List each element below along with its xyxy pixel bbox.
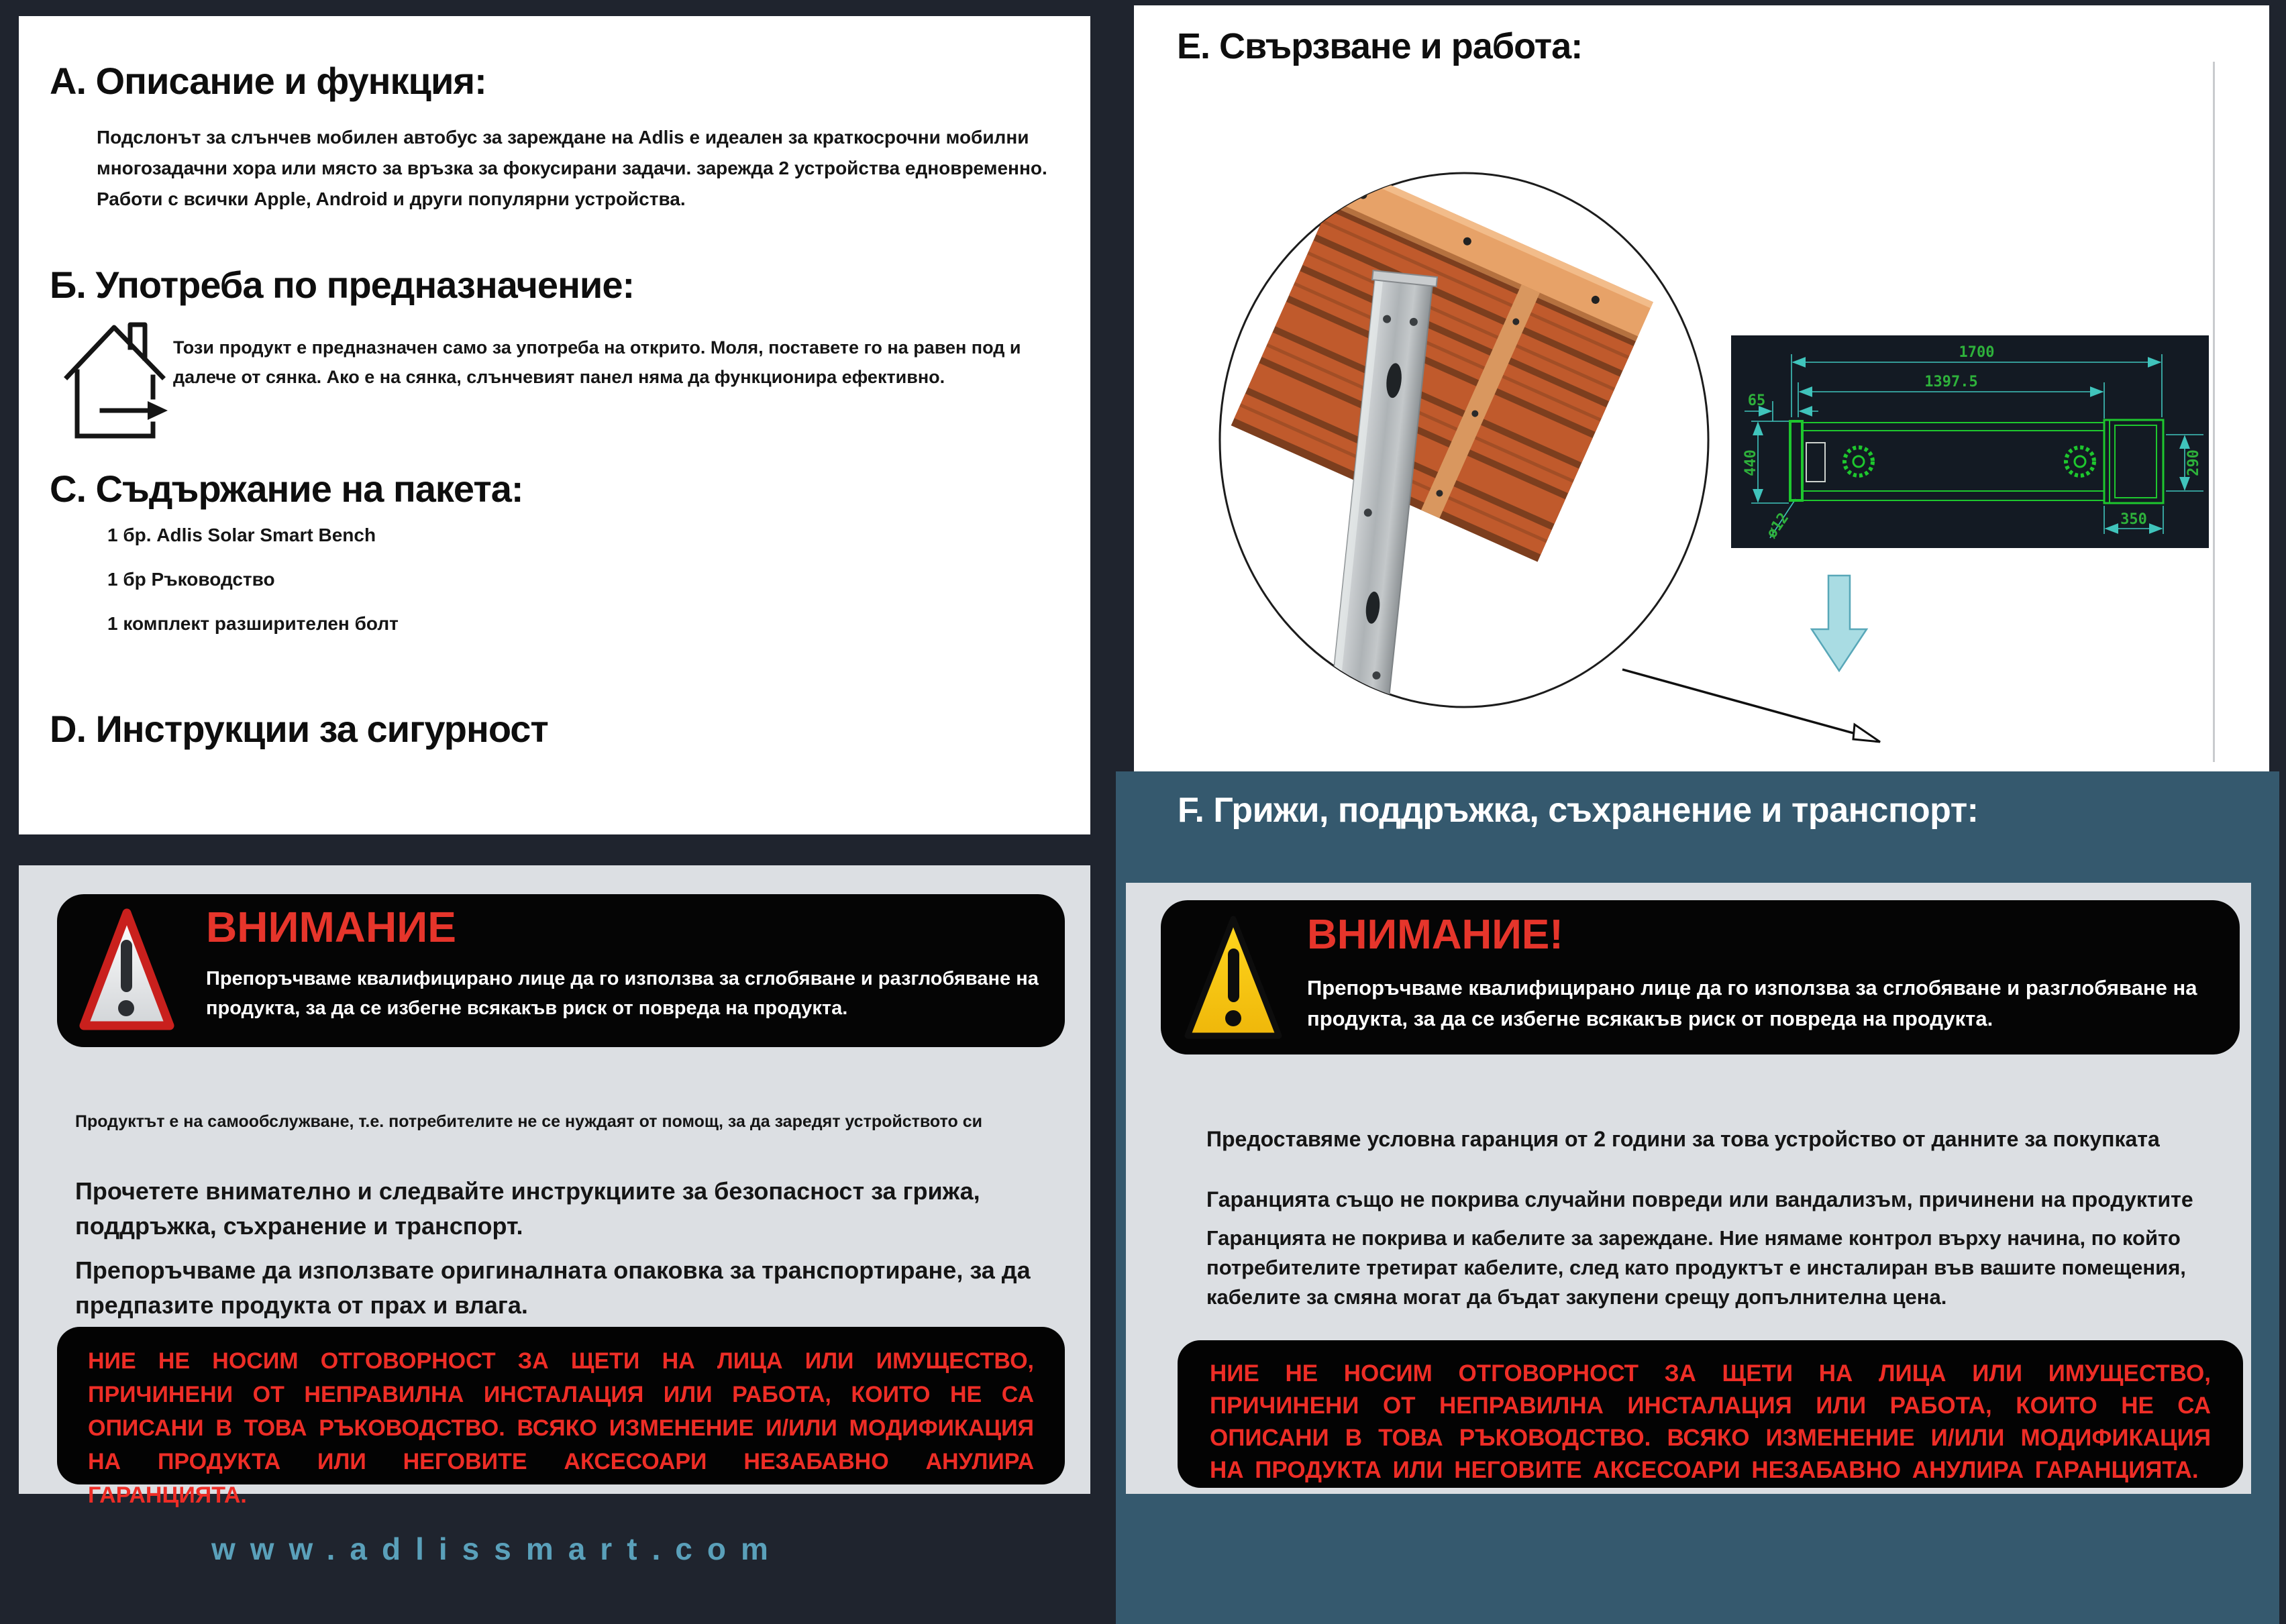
section-e-title: E. Свързване и работа: xyxy=(1177,26,1583,66)
package-item: 1 бр. Adlis Solar Smart Bench xyxy=(107,525,376,545)
selfservice-note: Продуктът е на самообслужване, т.е. потребителите не се нуждаят от помощ, за да заредят устройството си xyxy=(75,1112,982,1131)
cad-dim-440: 440 xyxy=(1743,449,1759,476)
cad-dim-290: 290 xyxy=(2185,449,2202,476)
website-url: www.adlissmart.com xyxy=(211,1531,783,1566)
callout-arrow-line-icon xyxy=(1610,663,1892,757)
left-white-panel xyxy=(19,16,1090,834)
warning-body-left: Препоръчваме квалифицирано лице да го използва за сглобяване и разглобяване на продукта, за да се избегне всякакъв риск от повреда на продукта. xyxy=(206,968,1039,1019)
section-b-body: Този продукт е предназначен само за употреба на открито. Моля, поставете го на равен под и далече от сянка. Ако е на сянка, слънчевият панел няма да функционира ефективно. xyxy=(173,337,1021,387)
arrow-head xyxy=(148,401,168,420)
section-b-title: Б. Употреба по предназначение: xyxy=(50,264,635,306)
liability-alert-box-left xyxy=(57,1327,1065,1508)
roof-line xyxy=(67,327,162,377)
house-outdoor-arrow-icon xyxy=(60,317,171,447)
red-warning-triangle-exclamation-icon xyxy=(76,902,178,1039)
cad-dim-1397: 1397.5 xyxy=(1924,374,1978,390)
yellow-warning-triangle-exclamation-icon xyxy=(1181,910,1286,1048)
warning-box-left xyxy=(57,894,1065,1047)
section-c-title: С. Съдържание на пакета: xyxy=(50,468,523,510)
cad-dim-hole: ø12 xyxy=(1763,510,1793,542)
cad-dim-1700: 1700 xyxy=(1959,344,1995,361)
right-gray-panel xyxy=(1126,883,2251,1494)
cyan-block-down-arrow-icon xyxy=(1810,574,1869,673)
warning-title-right: ВНИМАНИЕ! xyxy=(1307,912,1563,958)
page-edge-line xyxy=(2213,62,2215,762)
warning-title-left: ВНИМАНИЕ xyxy=(206,903,456,951)
care-para-1-left: Прочетете внимателно и следвайте инструкциите за безопасност за грижа, поддръжка, съхранение и транспорт. xyxy=(75,1177,980,1240)
right-white-panel xyxy=(1134,5,2269,773)
cad-drawing xyxy=(1731,335,2209,548)
warranty-para-2: Гаранцията също не покрива случайни повреди или вандализъм, причинени на продуктите xyxy=(1206,1187,2193,1211)
package-item: 1 бр Ръководство xyxy=(107,569,275,590)
liability-alert-text-left: НИЕ НЕ НОСИМ ОТГОВОРНОСТ ЗА ЩЕТИ НА ЛИЦА ИЛИ ИМУЩЕСТВО, ПРИЧИНЕНИ ОТ НЕПРАВИЛНА ИНСТАЛАЦИЯ ИЛИ РАБОТА, КОИТО НЕ СА ОПИСАНИ В ТОВА РЪКОВОДСТВО. ВСЯКО ИЗМЕНЕНИЕ И/ИЛИ МОДИФИКАЦИЯ НА ПРОДУКТА ИЛИ НЕГОВИТЕ АКСЕСОАРИ НЕЗАБАВНО АНУЛИРА ГАРАНЦИЯТА. xyxy=(88,1348,1034,1508)
section-d-title: D. Инструкции за сигурност xyxy=(50,708,548,750)
section-a-body: Подслонът за слънчев мобилен автобус за зареждане на Adlis е идеален за краткосрочни мобилни многозадачни хора или място за връзка за фокусирани задачи. зарежда 2 устройства едновременно. Работи с всички Apple, Android и други популярни устройства. xyxy=(97,127,1047,209)
warranty-para-3: Гаранцията не покрива и кабелите за зареждане. Ние нямаме контрол върху начина, по който потребителите третират кабелите, след като продуктът е инсталиран във вашите помещения, кабелите за смяна могат да бъдат закупени срещу допълнителна цена. xyxy=(1206,1226,2186,1309)
section-f-title: F. Грижи, поддръжка, съхранение и транспорт: xyxy=(1178,791,1979,830)
section-a-title: А. Описание и функция: xyxy=(50,60,486,102)
package-item: 1 комплект разширителен болт xyxy=(107,613,399,634)
warranty-para-1: Предоставяме условна гаранция от 2 години за това устройство от данните за покупката xyxy=(1206,1127,2160,1151)
cad-dim-350: 350 xyxy=(2120,511,2147,528)
left-gray-panel xyxy=(19,865,1090,1508)
bench-photo-circle xyxy=(1214,168,1714,712)
warning-box-right xyxy=(1161,900,2240,1054)
liability-alert-box-right xyxy=(1178,1340,2243,1488)
warning-body-right: Препоръчваме квалифицирано лице да го използва за сглобяване и разглобяване на продукта, за да се избегне всякакъв риск от повреда на продукта. xyxy=(1307,976,2197,1030)
care-para-2-left: Препоръчваме да използвате оригиналната опаковка за транспортиране, за да предпазите продукта от прах и влага. xyxy=(75,1256,1031,1319)
cad-dim-65: 65 xyxy=(1747,392,1766,409)
liability-alert-text-right: НИЕ НЕ НОСИМ ОТГОВОРНОСТ ЗА ЩЕТИ НА ЛИЦА ИЛИ ИМУЩЕСТВО, ПРИЧИНЕНИ ОТ НЕПРАВИЛНА ИНСТАЛАЦИЯ ИЛИ РАБОТА, КОИТО НЕ СА ОПИСАНИ В ТОВА РЪКОВОДСТВО. ВСЯКО ИЗМЕНЕНИЕ И/ИЛИ МОДИФИКАЦИЯ НА ПРОДУКТА ИЛИ НЕГОВИТЕ АКСЕСОАРИ НЕЗАБАВНО АНУЛИРА ГАРАНЦИЯТА. xyxy=(1210,1360,2211,1483)
